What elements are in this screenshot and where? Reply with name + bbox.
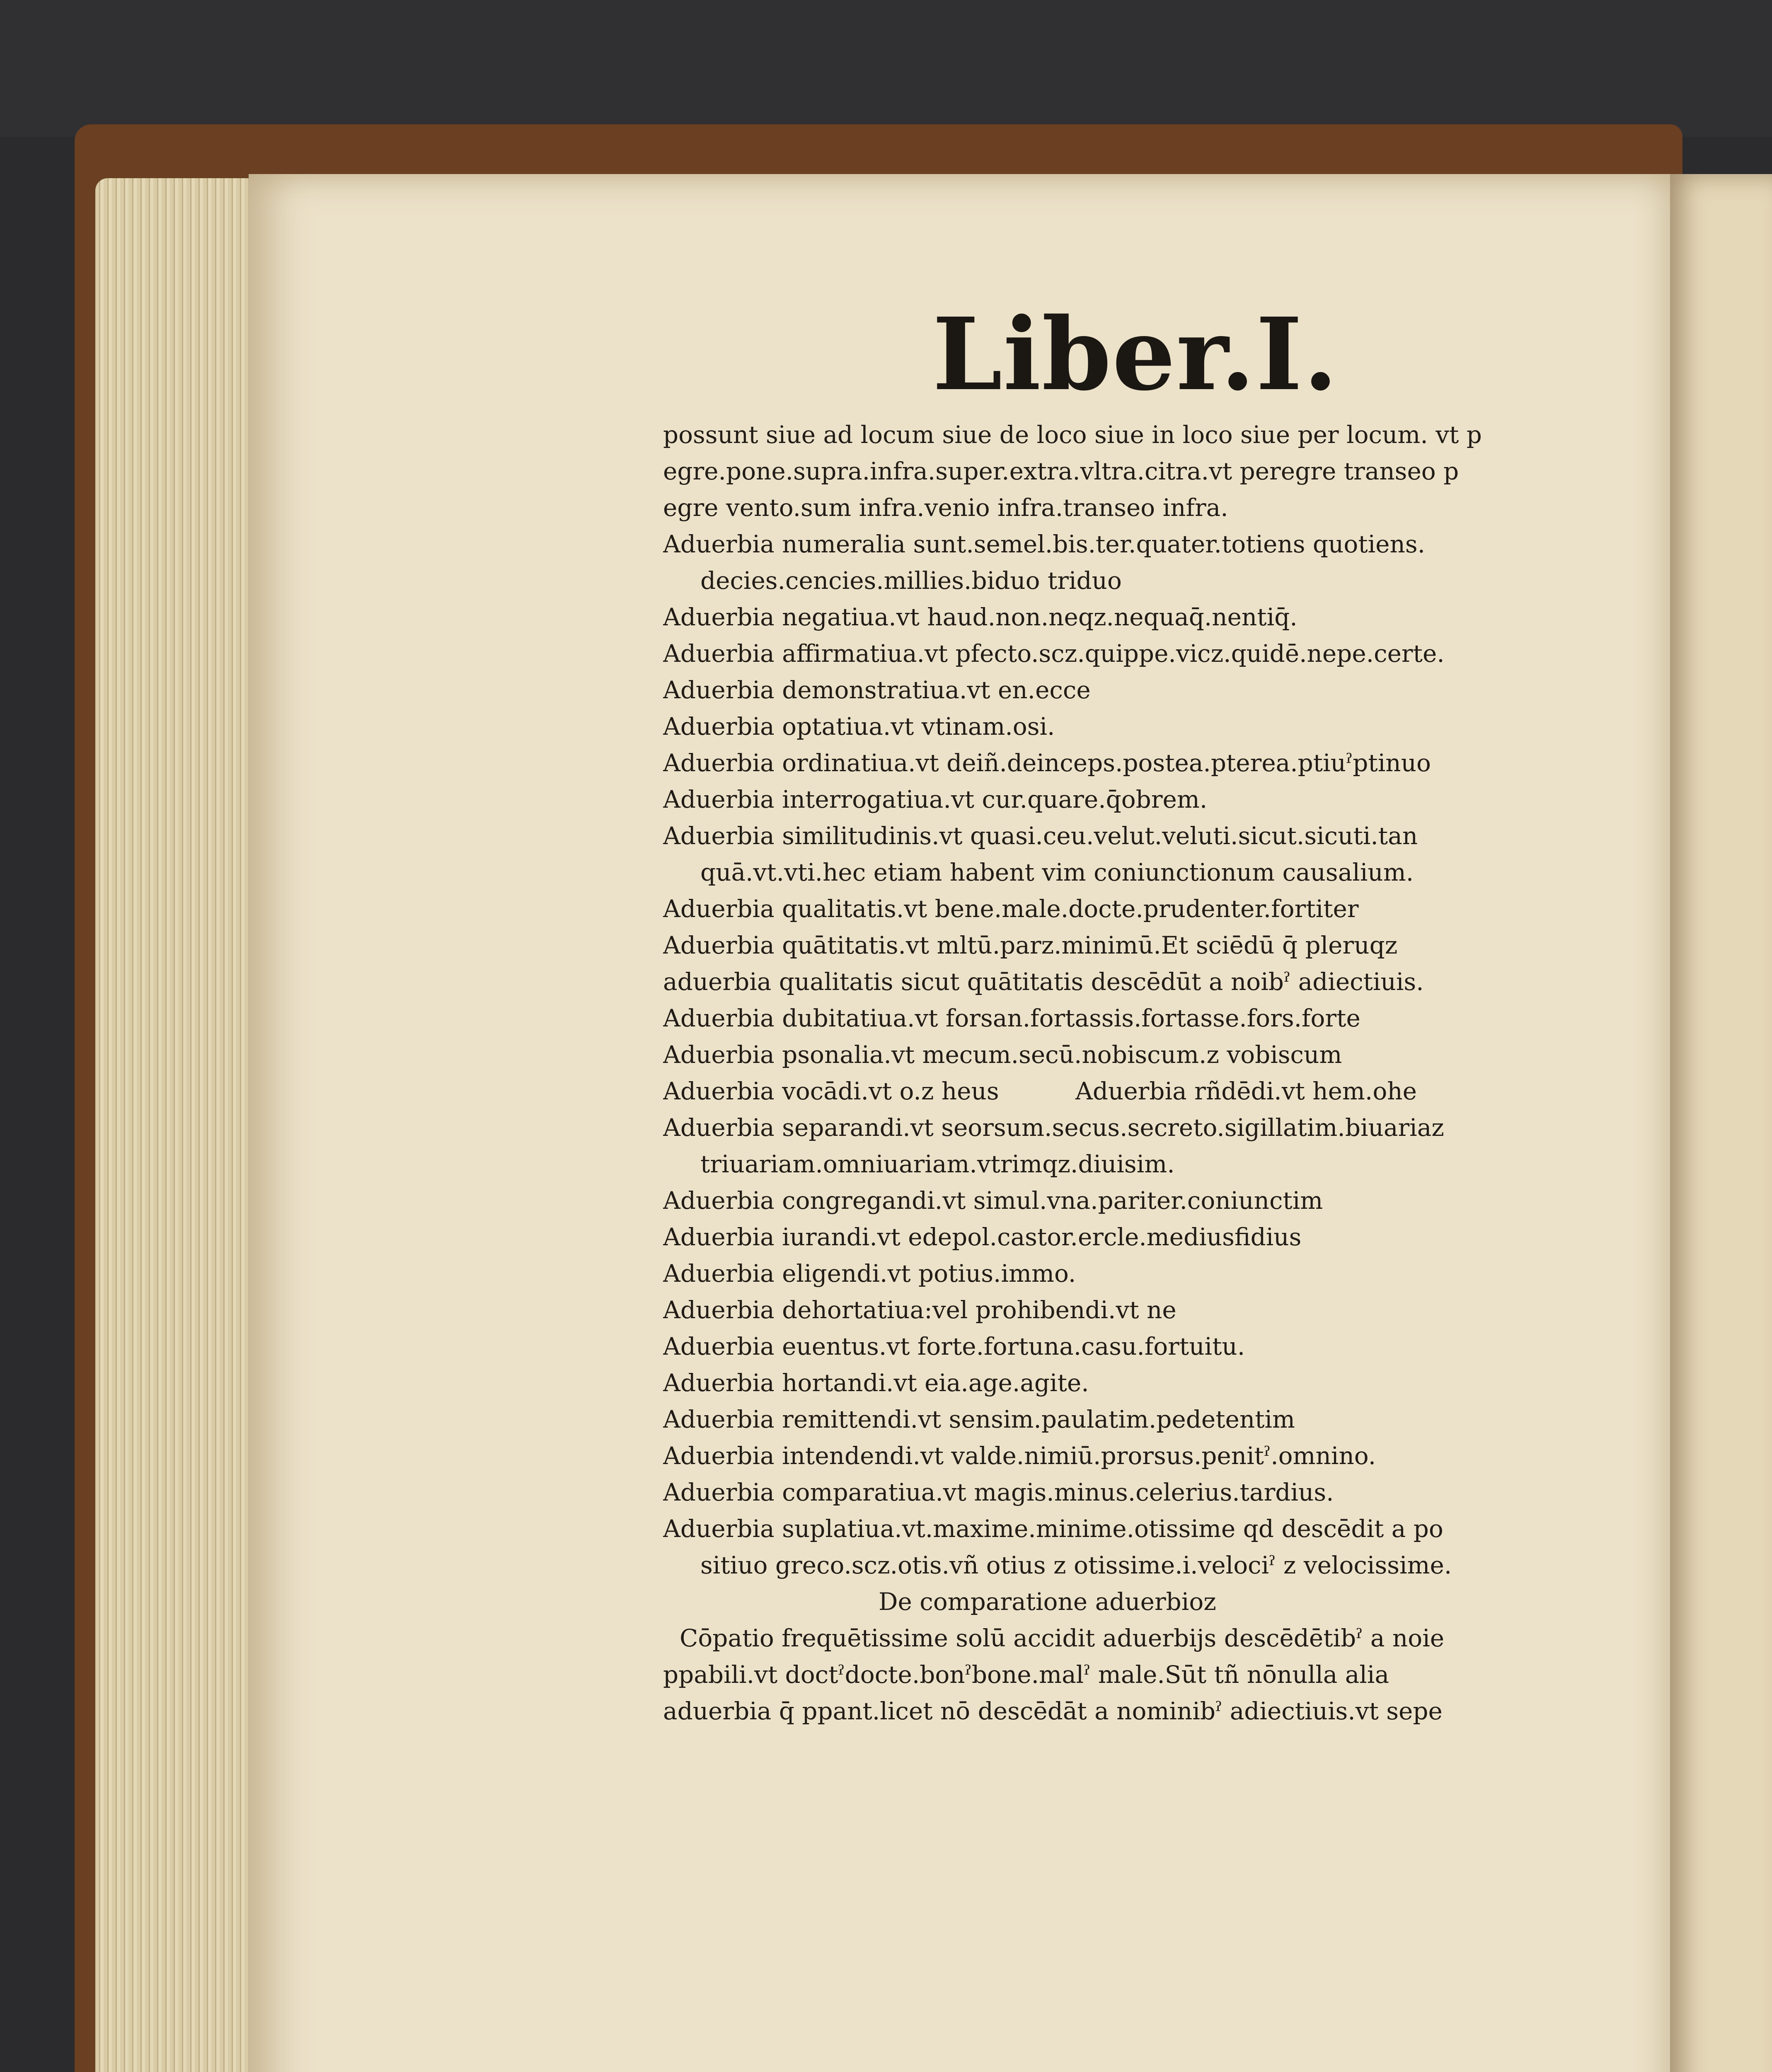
text-line: ppabili.vt doctˀdocte.bonˀbone.malˀ male.Sūt tñ nōnulla alia bbox=[663, 1661, 1390, 1689]
section-heading: De comparatione aduerbioz bbox=[879, 1588, 1216, 1616]
text-line: possunt siue ad locum siue de loco siue in loco siue per locum. vt p bbox=[663, 421, 1482, 449]
running-head: Liber.I. bbox=[932, 296, 1339, 413]
text-line: Aduerbia remittendi.vt sensim.paulatim.pedetentim bbox=[663, 1405, 1295, 1433]
text-line: Aduerbia congregandi.vt simul.vna.pariter.coniunctim bbox=[663, 1186, 1323, 1215]
text-line: Aduerbia comparatiua.vt magis.minus.celerius.tardius. bbox=[663, 1478, 1334, 1506]
text-line: Aduerbia negatiua.vt haud.non.neqz.nequaq̄.nentiq̄. bbox=[663, 603, 1298, 631]
text-line: Aduerbia optatiua.vt vtinam.osi. bbox=[663, 712, 1055, 741]
text-line: Aduerbia interrogatiua.vt cur.quare.q̄obrem. bbox=[663, 785, 1208, 813]
text-line: decies.cencies.millies.biduo triduo bbox=[700, 566, 1122, 595]
text-line: Aduerbia similitudinis.vt quasi.ceu.velut.veluti.sicut.sicuti.tan bbox=[663, 822, 1418, 850]
text-line: Aduerbia psonalia.vt mecum.secū.nobiscum.z vobiscum bbox=[663, 1041, 1342, 1069]
text-line: triuariam.omniuariam.vtrimqz.diuisim. bbox=[700, 1150, 1175, 1178]
facing-page-edge bbox=[1666, 174, 1772, 2072]
text-line: Aduerbia demonstratiua.vt en.ecce bbox=[663, 676, 1091, 704]
text-line: egre.pone.supra.infra.super.extra.vltra.citra.vt peregre transeo p bbox=[663, 457, 1459, 485]
text-line: aduerbia q̄ ppant.licet nō descēdāt a nominibˀ adiectiuis.vt sepe bbox=[663, 1697, 1443, 1725]
text-line: Aduerbia hortandi.vt eia.age.agite. bbox=[663, 1369, 1089, 1397]
text-line: Cōpatio frequētissime solū accidit aduerbijs descēdētibˀ a noie bbox=[680, 1624, 1445, 1652]
text-line: Aduerbia euentus.vt forte.fortuna.casu.fortuitu. bbox=[663, 1332, 1245, 1360]
text-line: quā.vt.vti.hec etiam habent vim coniunctionum causalium. bbox=[700, 858, 1414, 886]
text-line: Aduerbia quātitatis.vt mltū.parz.minimū.Et sciēdū q̄ pleruqz bbox=[663, 931, 1398, 959]
text-block bbox=[663, 416, 1533, 1729]
text-line: Aduerbia eligendi.vt potius.immo. bbox=[663, 1259, 1076, 1288]
text-line: sitiuo greco.scz.otis.vñ otius z otissime.i.velociˀ z velocissime. bbox=[700, 1551, 1452, 1579]
text-line: Aduerbia suplatiua.vt.maxime.minime.otissime qd descēdit a po bbox=[663, 1515, 1443, 1543]
text-line: Aduerbia ordinatiua.vt deiñ.deinceps.postea.pterea.ptiuˀptinuo bbox=[663, 749, 1431, 777]
text-line: Aduerbia vocādi.vt o.z heus Aduerbia rñdēdi.vt hem.ohe bbox=[663, 1077, 1417, 1105]
text-line: Aduerbia separandi.vt seorsum.secus.secreto.sigillatim.biuariaz bbox=[663, 1113, 1444, 1142]
text-line: Aduerbia numeralia sunt.semel.bis.ter.quater.totiens quotiens. bbox=[663, 530, 1426, 558]
text-line: aduerbia qualitatis sicut quātitatis descēdūt a noibˀ adiectiuis. bbox=[663, 968, 1424, 996]
text-line: Aduerbia iurandi.vt edepol.castor.ercle.mediusfidius bbox=[663, 1223, 1302, 1251]
text-line: Aduerbia qualitatis.vt bene.male.docte.prudenter.fortiter bbox=[663, 895, 1359, 923]
text-line: egre vento.sum infra.venio infra.transeo infra. bbox=[663, 494, 1228, 522]
text-line: Aduerbia affirmatiua.vt pfecto.scz.quippe.vicz.quidē.nepe.certe. bbox=[663, 639, 1445, 668]
backdrop bbox=[0, 0, 1772, 137]
text-line: Aduerbia dehortatiua:vel prohibendi.vt ne bbox=[663, 1296, 1176, 1324]
text-line: Aduerbia dubitatiua.vt forsan.fortassis.fortasse.fors.forte bbox=[663, 1004, 1360, 1032]
text-line: Aduerbia intendendi.vt valde.nimiū.prorsus.penitˀ.omnino. bbox=[663, 1442, 1376, 1470]
